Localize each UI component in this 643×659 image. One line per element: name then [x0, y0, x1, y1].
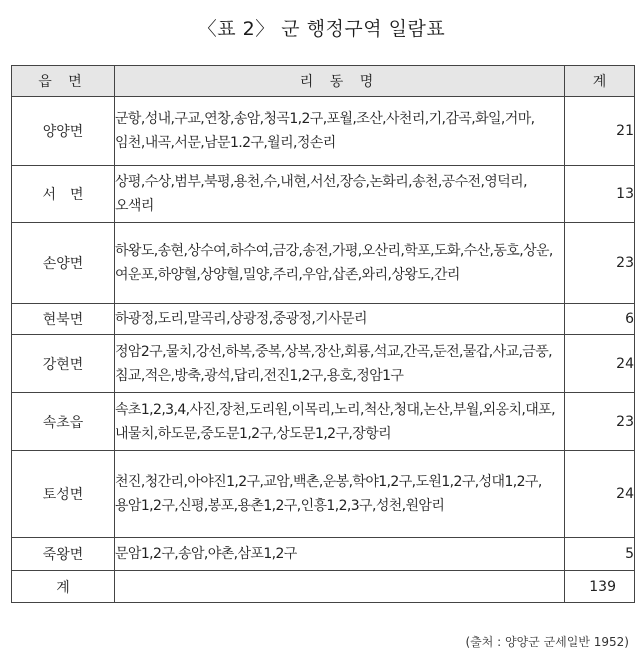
village-list: 군항,성내,구교,연창,송암,청곡1,2구,포월,조산,사천리,기,감곡,화일,거마,임천,내곡,서문,남문1.2구,월리,정손리: [115, 97, 565, 166]
village-count: 24: [565, 335, 635, 393]
table-row: [12, 393, 635, 451]
village-count: 24: [565, 451, 635, 538]
village-count: 23: [565, 393, 635, 451]
total-count: 139: [565, 571, 635, 603]
town-name: 현북면: [12, 304, 115, 335]
admin-district-table: [11, 65, 635, 603]
village-list: 상평,수상,범부,북평,용천,수,내현,서선,장승,논화리,송천,공수전,영덕리,오색리: [115, 166, 565, 223]
total-label: 계: [12, 571, 115, 603]
table-row: [12, 97, 635, 166]
header-villages: 리 동 명: [115, 66, 565, 97]
table-row: [12, 335, 635, 393]
town-name: 죽왕면: [12, 538, 115, 571]
table-row: [12, 538, 635, 571]
town-name: 토성면: [12, 451, 115, 538]
total-row: [12, 571, 635, 603]
village-list: 속초1,2,3,4,사진,장천,도리원,이목리,노리,척산,청대,논산,부월,외옹치,대포,내물치,하도문,중도문1,2구,상도문1,2구,장항리: [115, 393, 565, 451]
village-count: 5: [565, 538, 635, 571]
town-name: 서 면: [12, 166, 115, 223]
village-list: 천진,청간리,아야진1,2구,교암,백촌,운봉,학야1,2구,도원1,2구,성대1,2구,용암1,2구,신평,봉포,용촌1,2구,인흥1,2,3구,성천,원암리: [115, 451, 565, 538]
table-row: [12, 451, 635, 538]
table-row: [12, 166, 635, 223]
table-header-row: [12, 66, 635, 97]
town-name: 강현면: [12, 335, 115, 393]
source-note: (출처 : 양양군 군세일반 1952): [465, 635, 629, 649]
village-list: 하왕도,송현,상수여,하수여,금강,송전,가평,오산리,학포,도화,수산,동호,상운,여운포,하양혈,상양혈,밀양,주리,우암,삽존,와리,상왕도,간리: [115, 223, 565, 304]
header-town: 읍 면: [12, 66, 115, 97]
village-count: 23: [565, 223, 635, 304]
village-list: 문암1,2구,송암,야촌,삼포1,2구: [115, 538, 565, 571]
header-count: 계: [565, 66, 635, 97]
table-row: [12, 223, 635, 304]
town-name: 속초읍: [12, 393, 115, 451]
page-title: 〈표 2〉 군 행정구역 일람표: [197, 18, 446, 40]
total-villages: [115, 571, 565, 603]
village-count: 13: [565, 166, 635, 223]
town-name: 손양면: [12, 223, 115, 304]
village-count: 6: [565, 304, 635, 335]
village-list: 정암2구,물치,강선,하복,중복,상복,장산,회룡,석교,간곡,둔전,물갑,사교,금풍,침교,적은,방축,광석,답리,전진1,2구,용호,정암1구: [115, 335, 565, 393]
table-row: [12, 304, 635, 335]
village-count: 21: [565, 97, 635, 166]
town-name: 양양면: [12, 97, 115, 166]
village-list: 하광정,도리,말곡리,상광정,중광정,기사문리: [115, 304, 565, 335]
